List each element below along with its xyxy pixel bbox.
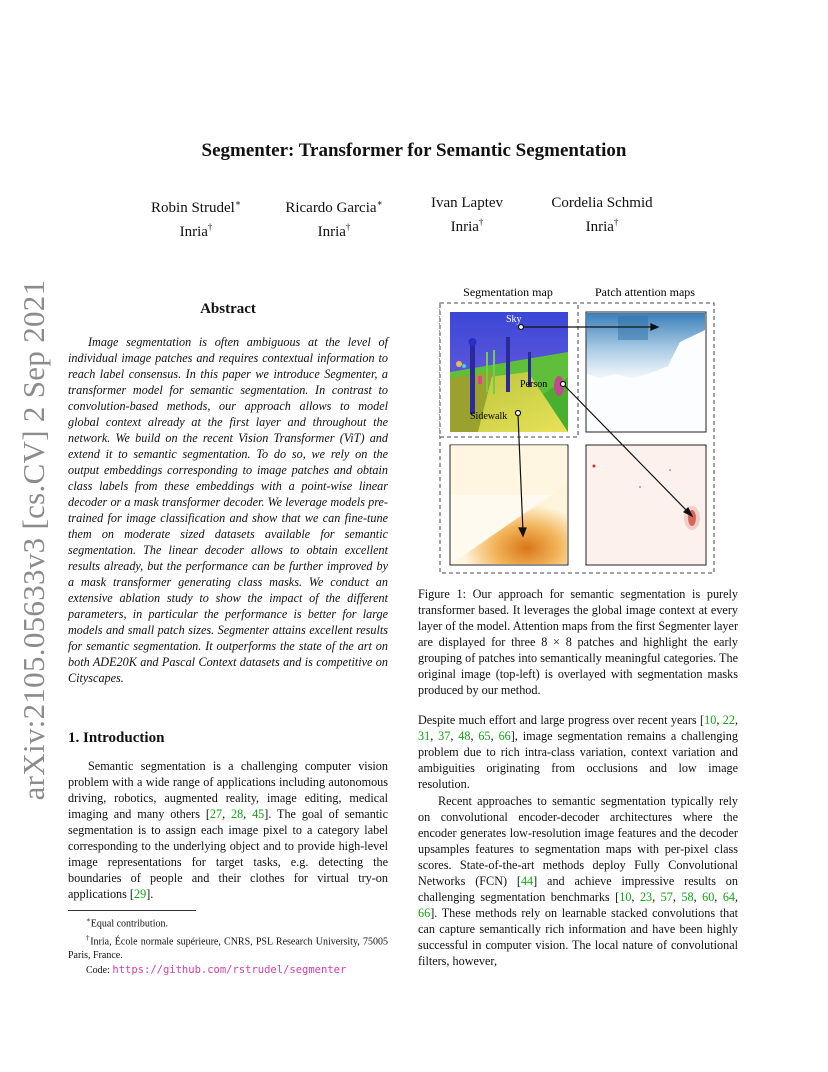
- paragraph-text: Despite much effort and large progress over recent years [: [418, 713, 705, 727]
- intro-paragraph: Semantic segmentation is a challenging computer vision problem with a wide range of applications including autonomous driving, robotics, augmented reality, image editing, medical imaging and many others [27, 28, 45]. The goal of semantic segmentation is to assign each image pixel to a category label corresponding to the underlying object and to provide high-level image representations for target tasks, e.g. detecting the boundaries of people and their clothes for virtual try-on applications [29].: [68, 759, 388, 901]
- abstract-heading: Abstract: [200, 301, 256, 317]
- arxiv-identifier: arXiv:2105.05633v3 [cs.CV] 2 Sep 2021: [16, 279, 51, 801]
- citation-link[interactable]: 10: [619, 890, 632, 904]
- citation-link[interactable]: 45: [252, 807, 265, 821]
- author-name: Cordelia Schmid: [551, 195, 653, 211]
- citation-link[interactable]: 66: [498, 729, 511, 743]
- citation-link[interactable]: 22: [722, 713, 735, 727]
- citation-link[interactable]: 65: [478, 729, 491, 743]
- author-block: [121, 194, 271, 242]
- citation-link[interactable]: 37: [438, 729, 451, 743]
- footnotes: [68, 914, 388, 977]
- section-heading-introduction: 1. Introduction: [68, 730, 165, 746]
- intro-paragraph-right: Despite much effort and large progress over recent years [10, 22, 31, 37, 48, 65, 66], image segmentation remains a challenging problem due to rich intra-class variation, context variation and ambiguities originating from occlusions and low image resolution.: [418, 713, 739, 791]
- citation-link[interactable]: 27: [209, 807, 223, 821]
- paper-title: Segmenter: Transformer for Semantic Segmentation: [201, 140, 627, 161]
- intro-paragraph-right-2: Recent approaches to semantic segmentation typically rely on convolutional encoder-decoder architectures where the encoder generates low-resolution image features and the decoder upsamples features to segmentation maps with per-pixel class scores. State-of-the-art methods deploy Fully Convolutional Networks (FCN) [44] and achieve impressive results on challenging segmentation benchmarks [10, 23, 57, 58, 60, 64, 66]. These methods rely on learnable stacked convolutions that can capture semantically rich information and have been highly successful in computer vision. The local nature of convolutional filters, however,: [418, 794, 739, 968]
- author-block: [527, 194, 677, 237]
- citation-link[interactable]: 64: [722, 890, 735, 904]
- citation-link[interactable]: 48: [458, 729, 471, 743]
- footnote-mark: †: [86, 934, 91, 943]
- paragraph-text: ], image segmentation remains a challenging problem due to rich intra-class variation, context variation and ambiguities originating from occlusions and low image resolution.: [418, 729, 738, 791]
- footnote-inria: [68, 932, 388, 961]
- footnote-equal: [68, 914, 388, 930]
- author-name: Ivan Laptev: [430, 195, 504, 211]
- footnote-text: Inria, École normale supérieure, CNRS, PSL Research University, 75005 Paris, France.: [68, 936, 389, 961]
- figure-label-patch-attention: Patch attention maps: [595, 285, 695, 299]
- citation-link[interactable]: 58: [681, 890, 694, 904]
- affiliation-mark: †: [478, 217, 484, 227]
- paragraph-text: ] and achieve impressive results on challenging segmentation benchmarks [: [418, 874, 738, 904]
- author-affiliation: Inria: [317, 224, 346, 240]
- figure-graphic: [418, 282, 738, 578]
- citation-link[interactable]: 29: [134, 887, 147, 901]
- footnote-rule: [68, 910, 196, 911]
- attention-map-sidewalk: [450, 445, 568, 565]
- citation-link[interactable]: 28: [230, 807, 244, 821]
- segment-tag-person: Person: [520, 379, 548, 390]
- figure-label-segmentation-map: Segmentation map: [463, 285, 553, 299]
- segment-tag-sidewalk: Sidewalk: [470, 411, 508, 422]
- figure-caption: Figure 1: Our approach for semantic segmentation is purely transformer based. It leverages the global image context at every layer of the model. Attention maps from the first Segmenter layer are displayed for three 8 × 8 patches and highlight the early grouping of patches into semantically meaningful categories. The original image (top-left) is overlayed with segmentation masks produced by our method.: [418, 587, 738, 697]
- author-block: [392, 194, 542, 237]
- citation-link[interactable]: 66: [418, 906, 431, 920]
- figure-1: [418, 282, 738, 578]
- paragraph-text: ]. These methods rely on learnable stacked convolutions that can capture semantically rich information and have been highly successful in computer vision. The local nature of convolutional filters, however,: [418, 906, 738, 968]
- affiliation-mark: †: [345, 222, 351, 232]
- attention-map-sky: [586, 312, 706, 432]
- author-block: [259, 194, 409, 242]
- author-affiliation: Inria: [450, 219, 479, 235]
- citation-link[interactable]: 57: [660, 890, 673, 904]
- author-mark: ∗: [376, 198, 383, 208]
- paragraph-text: Recent approaches to semantic segmentation typically rely on convolutional encoder-decoder architectures where the encoder generates low-resolution image features and the decoder upsamples features to segmentation maps with per-pixel class scores. State-of-the-art methods deploy Fully Convolutional Networks (FCN) [: [418, 794, 738, 888]
- abstract-text: Image segmentation is often ambiguous at the level of individual image patches and requires contextual information to reach label consensus. In this paper we introduce Segmenter, a transformer model for semantic segmentation. In contrast to convolution-based methods, our approach allows to model global context already at the first layer and throughout the network. We build on the recent Vision Transformer (ViT) and extend it to semantic segmentation. To do so, we rely on the output embeddings corresponding to image patches and obtain class labels from these embeddings with a point-wise linear decoder or a mask transformer decoder. We leverage models pre-trained for image classification and show that we can fine-tune them on moderate sized datasets available for semantic segmentation. The linear decoder allows to obtain excellent results already, but the performance can be further improved by a mask transformer generating class masks. We conduct an extensive ablation study to show the impact of the different parameters, in particular the performance is better for large models and small patch sizes. Segmenter attains excellent results for semantic segmentation. It outperforms the state of the art on both ADE20K and Pascal Context datasets and is competitive on Cityscapes.: [68, 335, 388, 685]
- affiliation-mark: †: [207, 222, 213, 232]
- author-affiliation: Inria: [585, 219, 614, 235]
- code-url-link[interactable]: https://github.com/rstrudel/segmenter: [112, 963, 347, 976]
- paragraph-text: ]. The goal of semantic segmentation is to assign each image pixel to a category label corresponding to the underlying object and to provide high-level image representations for target tasks, e.g. detecting the boundaries of people and their clothes for virtual try-on applications [: [68, 807, 388, 901]
- footnote-code: [68, 964, 388, 977]
- footnote-mark: ∗: [86, 916, 91, 924]
- segment-tag-sky: Sky: [506, 314, 522, 325]
- author-affiliation: Inria: [179, 224, 208, 240]
- footnote-text: Equal contribution.: [90, 918, 168, 930]
- affiliation-mark: †: [613, 217, 619, 227]
- citation-link[interactable]: 60: [702, 890, 715, 904]
- paragraph-text: Semantic segmentation is a challenging computer vision problem with a wide range of applications including autonomous driving, robotics, augmented reality, image editing, medical imaging and many others [: [68, 759, 388, 821]
- citation-link[interactable]: 31: [418, 729, 431, 743]
- author-name: Robin Strudel: [151, 200, 235, 216]
- citation-link[interactable]: 44: [520, 874, 534, 888]
- paragraph-text: ].: [146, 887, 154, 901]
- segmentation-image: [450, 312, 568, 432]
- code-label: Code:: [86, 964, 113, 976]
- citation-link[interactable]: 10: [704, 713, 717, 727]
- author-name: Ricardo Garcia: [285, 200, 377, 216]
- attention-map-person: [586, 445, 706, 565]
- arxiv-side-label: [8, 280, 60, 800]
- citation-link[interactable]: 23: [639, 890, 653, 904]
- author-mark: ∗: [234, 198, 241, 208]
